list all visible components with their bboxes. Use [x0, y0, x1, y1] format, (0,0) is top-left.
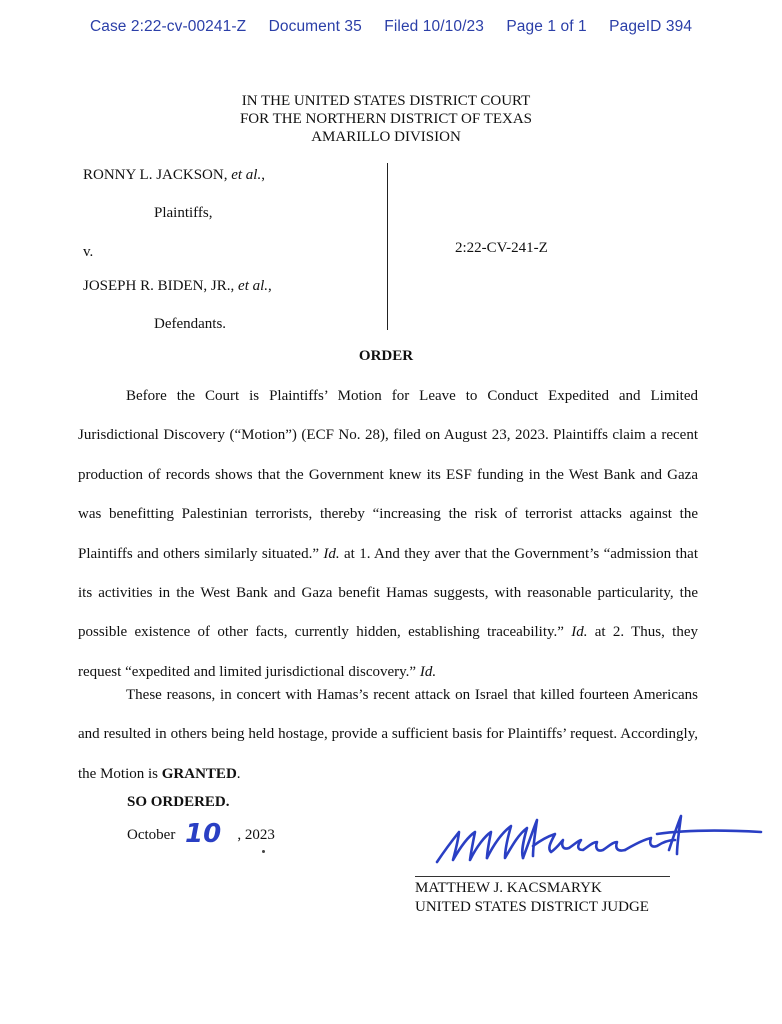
case-number: 2:22-CV-241-Z	[455, 240, 548, 256]
para1-cite-2: Id.	[571, 624, 588, 641]
handwritten-day: 10	[185, 819, 222, 849]
defendant-et-al: et al.	[238, 278, 269, 294]
judge-signature	[425, 812, 765, 882]
order-title: ORDER	[358, 348, 414, 364]
court-line-1: IN THE UNITED STATES DISTRICT COURT	[241, 93, 531, 109]
case-number-header: Case 2:22-cv-00241-Z	[89, 18, 247, 35]
para1-cite-3: Id.	[419, 663, 437, 680]
judge-title: UNITED STATES DISTRICT JUDGE	[415, 899, 649, 915]
versus-label: v.	[83, 244, 94, 260]
document-number: Document 35	[268, 18, 362, 35]
court-line-3: AMARILLO DIVISION	[311, 129, 461, 145]
date-month: October	[127, 827, 176, 843]
plaintiff-comma: ,	[261, 167, 265, 183]
defendant-party	[83, 278, 272, 295]
court-line-2: FOR THE NORTHERN DISTRICT OF TEXAS	[239, 111, 533, 127]
signature-line	[415, 876, 670, 877]
defendants-label: Defendants.	[154, 316, 227, 332]
filing-header	[0, 18, 782, 36]
granted-word: GRANTED	[161, 765, 237, 782]
page-id: PageID 394	[609, 18, 693, 35]
filed-date: Filed 10/10/23	[384, 18, 484, 35]
para1-cite-1: Id.	[323, 545, 340, 562]
page-count: Page 1 of 1	[506, 18, 587, 35]
ink-dot	[262, 850, 265, 853]
so-ordered: SO ORDERED.	[127, 794, 230, 810]
defendant-comma: ,	[268, 278, 272, 294]
date-year: , 2023	[237, 827, 275, 843]
plaintiff-et-al: et al.	[231, 167, 262, 183]
para1-text-2: at 1. And they aver that the Government’s “admission that its activities in the West Bank and Gaza benefit Hamas suggests, with reasonable particularity, the possible existence of other facts, currently hidden, establishing traceability.”	[78, 545, 698, 641]
para2-period: .	[236, 765, 241, 782]
plaintiff-name: RONNY L. JACKSON,	[83, 167, 232, 183]
plaintiff-party	[83, 167, 265, 184]
defendant-name: JOSEPH R. BIDEN, JR.,	[83, 278, 239, 294]
judge-name: MATTHEW J. KACSMARYK	[415, 880, 602, 896]
para2-text-1: These reasons, in concert with Hamas’s recent attack on Israel that killed fourteen Americans and resulted in others being held hostage, provide a sufficient basis for Plaintiffs’ request. Accordingly, the Motion is	[78, 687, 698, 782]
plaintiffs-label: Plaintiffs,	[154, 205, 213, 221]
court-heading	[0, 92, 772, 146]
order-paragraph-2	[78, 676, 698, 794]
caption-divider	[387, 163, 388, 330]
order-paragraph-1	[78, 377, 698, 692]
para1-text-1: Before the Court is Plaintiffs’ Motion for Leave to Conduct Expedited and Limited Jurisdictional Discovery (“Motion”) (ECF No. 28), filed on August 23, 2023. Plaintiffs claim a recent production of records shows that the Government knew its ESF funding in the West Bank and Gaza was benefitting Palestinian terrorists, thereby “increasing the risk of terrorist attacks against the Plaintiffs and others similarly situated.”	[78, 388, 698, 562]
para1-text-3: at 2. Thus, they request “expedited and limited jurisdictional discovery.”	[78, 624, 698, 680]
